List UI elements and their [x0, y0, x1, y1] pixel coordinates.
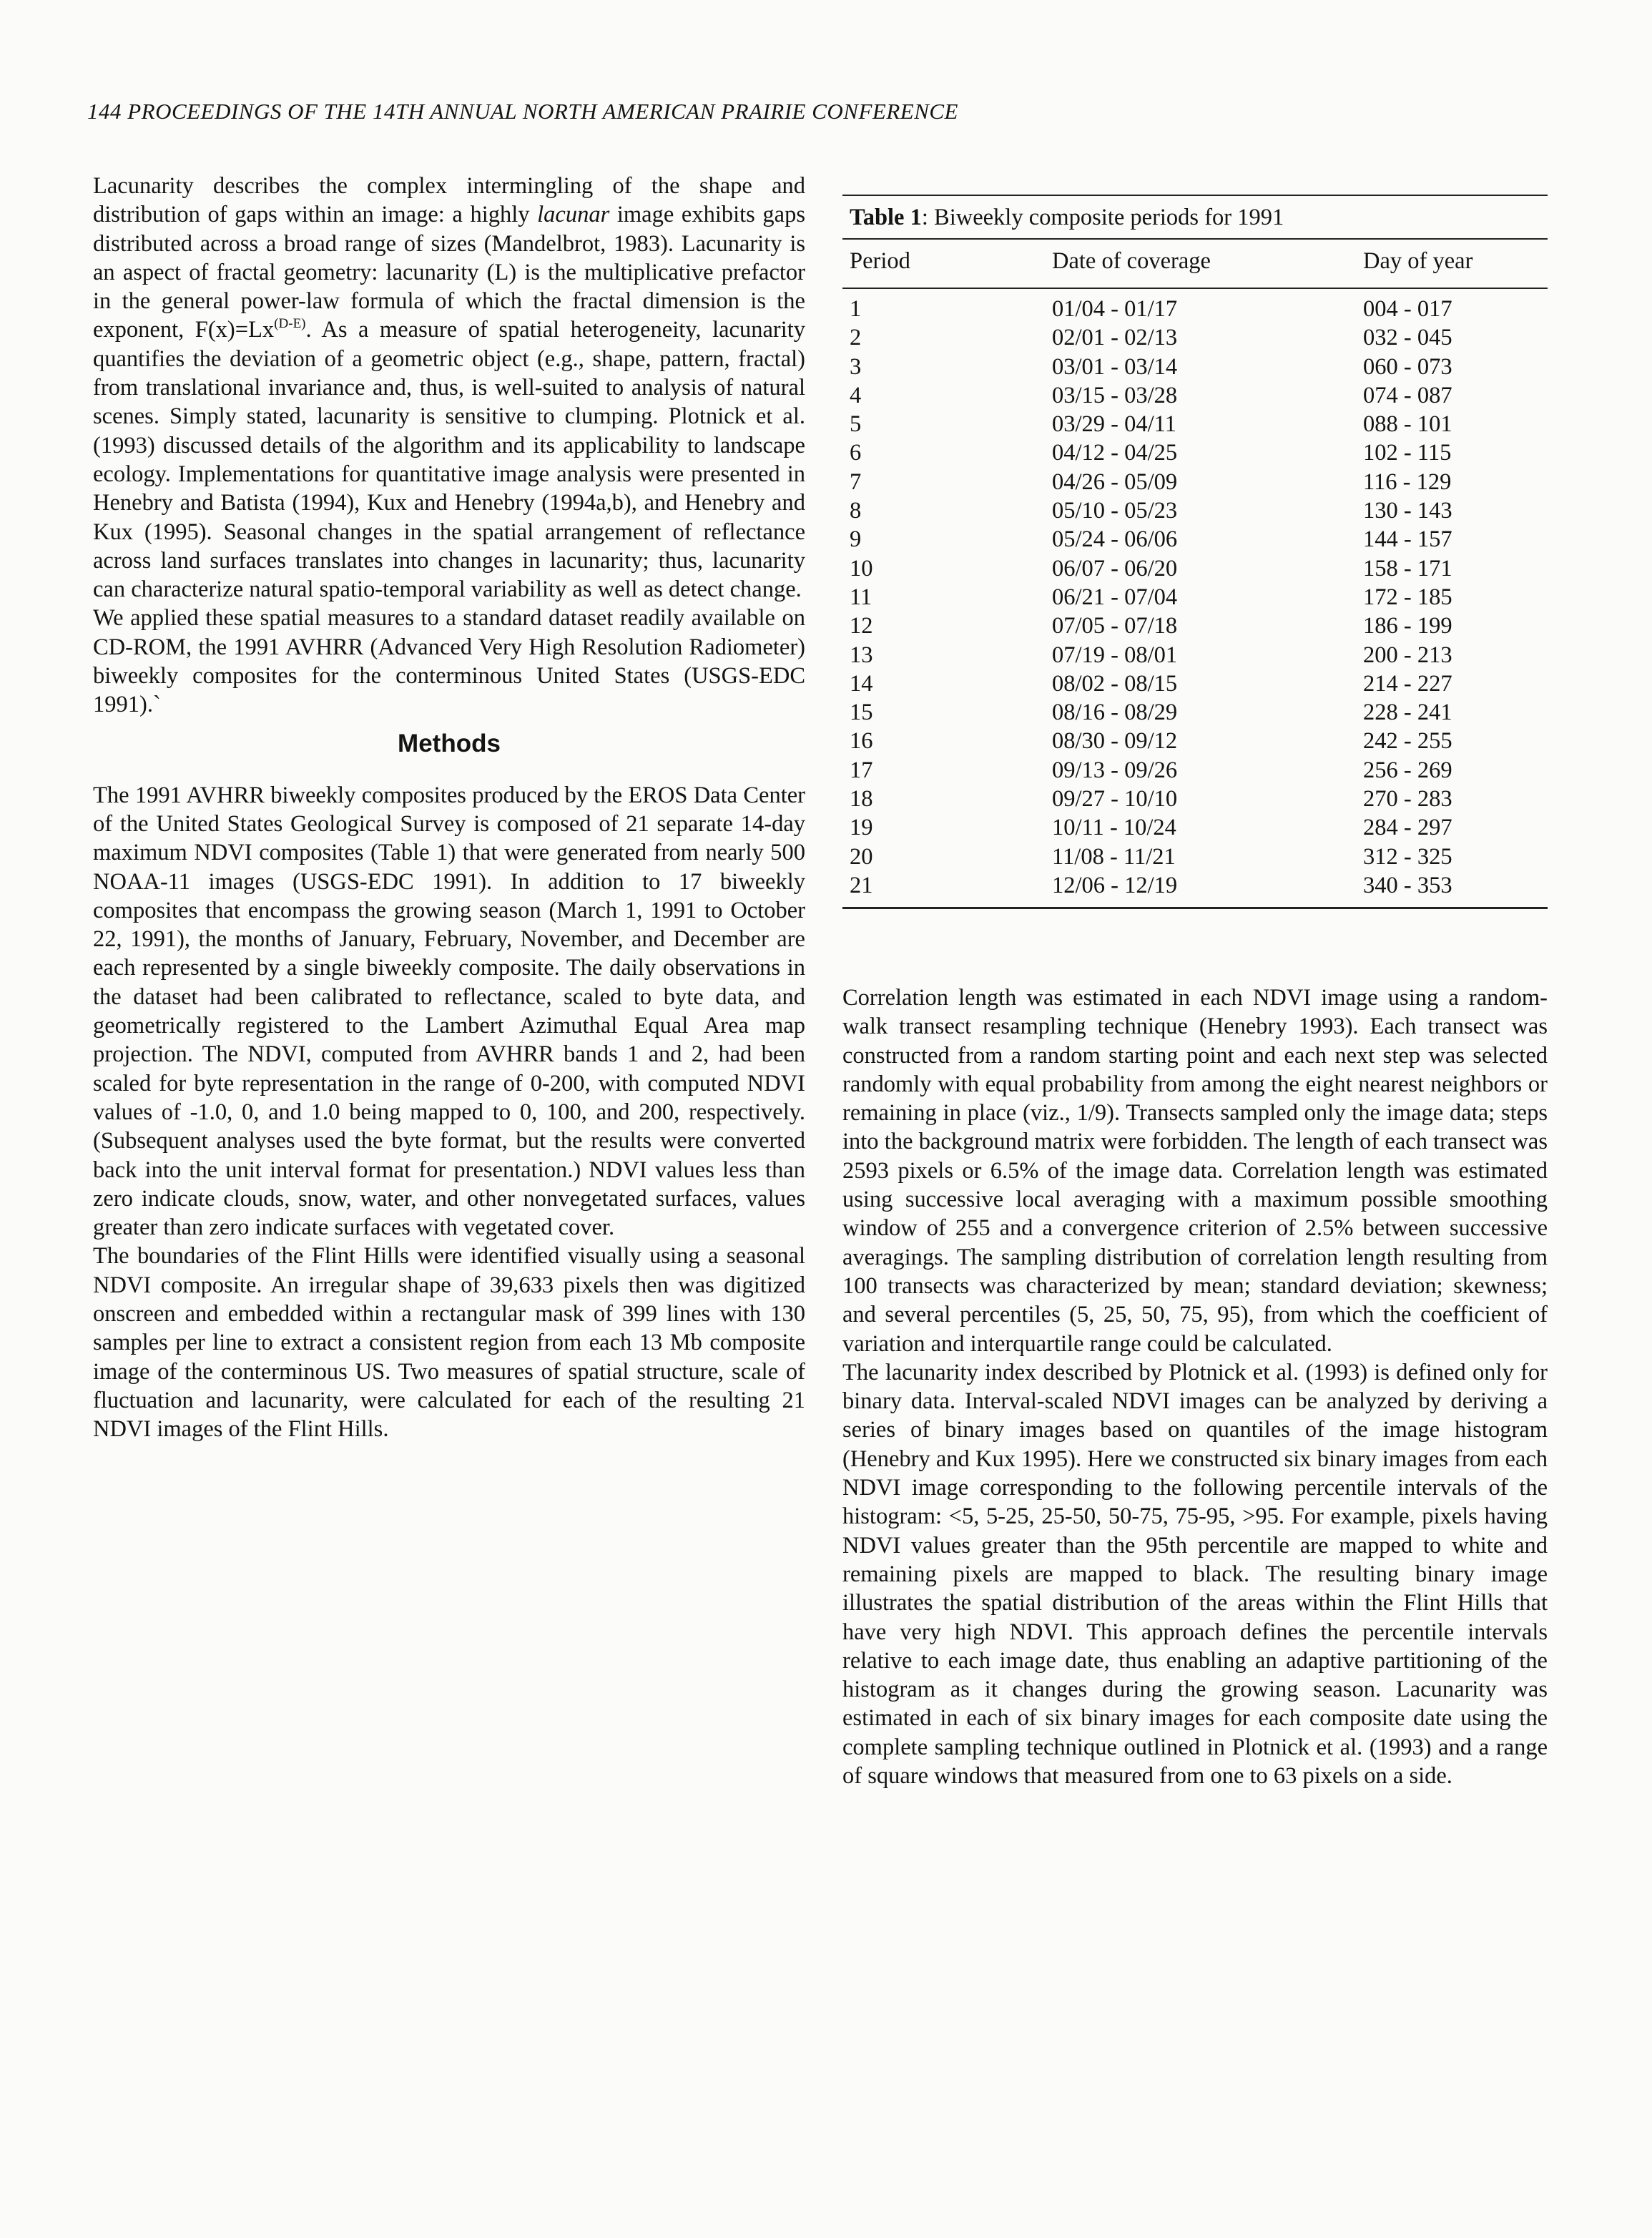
cell-date: 07/19 - 08/01 — [1052, 642, 1178, 668]
cell-date: 05/10 - 05/23 — [1052, 498, 1178, 524]
table-row — [850, 641, 1542, 669]
cell-date: 03/15 - 03/28 — [1052, 382, 1178, 408]
cell-date: 09/27 - 10/10 — [1052, 786, 1178, 813]
cell-day: 200 - 213 — [1363, 642, 1452, 668]
table-row — [850, 813, 1542, 842]
cell-day: 214 - 227 — [1363, 670, 1452, 697]
cell-period: 19 — [850, 815, 873, 841]
paragraph-lacunarity: Lacunarity describes the complex intermingling of the shape and distribution of gaps within an image: a highly lacunar image exhibits gaps distributed across a broad range of sizes (Mandelbrot, 1983). Lacunarity is an aspect of fractal geometry: lacunarity (L) is the multiplicative prefactor in the general power-law formula of which the fractal dimension is the exponent, $F(x)=Lx^{(D-E)}$. As a measure of spatial heterogeneity, lacunarity quantifies the deviation of a geometric object (e.g., shape, pattern, fractal) from translational invariance and, thus, is well-suited to analysis of natural scenes. Simply stated, lacunarity is sensitive to clumping. Plotnick et al. (1993) discussed details of the algorithm and its applicability to landscape ecology. Implementations for quantitative image analysis were presented in Henebry and Batista (1994), Kux and Henebry (1994a,b), and Henebry and Kux (1995). Seasonal changes in the spatial arrangement of reflectance across land surfaces translates into changes in lacunarity; thus, lacunarity can characterize natural spatio-temporal variability as well as detect change. — [93, 173, 806, 603]
cell-day: 102 - 115 — [1363, 440, 1452, 466]
cell-day: 144 - 157 — [1363, 526, 1452, 553]
table-row — [850, 295, 1542, 323]
cell-date: 05/24 - 06/06 — [1052, 526, 1178, 553]
cell-day: 284 - 297 — [1363, 815, 1452, 841]
paragraph-lacunarity-index: The lacunarity index described by Plotnick et al. (1993) is defined only for binary data. Interval-scaled NDVI images can be analyzed by deriving a series of binary images based on quantiles of the image histogram (Henebry and Kux 1995). Here we constructed six binary images from each NDVI image corresponding to the following percentile intervals of the histogram: <5, 5-25, 25-50, 50-75, 75-95, >95. For example, pixels having NDVI values greater than the 95th percentile are mapped to white and remaining pixels are mapped to black. The resulting binary image illustrates the spatial distribution of the areas within the Flint Hills that have very high NDVI. This approach defines the percentile intervals relative to each image date, thus enabling an adaptive partitioning of the histogram as it changes during the growing season. Lacunarity was estimated in each of six binary images for each composite date using the complete sampling technique outlined in Plotnick et al. (1993) and a range of square windows that measured from one to 63 pixels on a side. — [842, 1359, 1548, 1790]
cell-period: 20 — [850, 843, 873, 870]
left-column — [93, 172, 805, 1443]
cell-date: 01/04 - 01/17 — [1052, 296, 1178, 322]
cell-date: 08/02 - 08/15 — [1052, 670, 1178, 697]
cell-period: 9 — [850, 526, 862, 553]
right-column — [842, 983, 1548, 1790]
table-row — [850, 323, 1542, 352]
table-row — [850, 525, 1542, 554]
table-row — [850, 496, 1542, 525]
cell-day: 004 - 017 — [1363, 296, 1452, 322]
paragraph-correlation-length: Correlation length was estimated in each NDVI image using a random-walk transect resampling technique (Henebry 1993). Each transect was constructed from a random starting point and each next step was selected randomly with equal probability from among the eight nearest neighbors or remaining in place (viz., 1/9). Transects sampled only the image data; steps into the background matrix were forbidden. The length of each transect was 2593 pixels or 6.5% of the image data. Correlation length was estimated using successive local averaging with a maximum possible smoothing window of 255 and a convergence criterion of 2.5% between successive averagings. The sampling distribution of correlation length resulting from 100 transects was characterized by mean; standard deviation; skewness; and several percentiles (5, 25, 50, 75, 95), from which the coefficient of variation and interquartile range could be calculated. — [842, 985, 1548, 1357]
cell-period: 18 — [850, 786, 873, 813]
cell-period: 3 — [850, 353, 862, 380]
table-row — [850, 843, 1542, 871]
table-row — [850, 410, 1542, 438]
table-row — [850, 612, 1542, 640]
header-period: Period — [850, 248, 910, 274]
section-heading-methods: Methods — [398, 729, 501, 757]
paragraph-dataset: We applied these spatial measures to a standard dataset readily available on CD-ROM, the 1991 AVHRR (Advanced Very High Resolution Radiometer) biweekly composites for the conterminous United States (USGS-EDC 1991).` — [93, 605, 805, 718]
cell-period: 8 — [850, 498, 862, 524]
cell-period: 12 — [850, 613, 873, 639]
cell-day: 340 - 353 — [1363, 872, 1452, 898]
cell-date: 04/12 - 04/25 — [1052, 440, 1178, 466]
cell-day: 186 - 199 — [1363, 613, 1452, 639]
table-body — [842, 289, 1548, 903]
cell-date: 06/21 - 07/04 — [1052, 584, 1178, 610]
cell-period: 14 — [850, 670, 873, 697]
cell-period: 7 — [850, 468, 862, 495]
cell-date: 02/01 - 02/13 — [1052, 325, 1178, 351]
header-day: Day of year — [1363, 248, 1473, 274]
table-row — [850, 554, 1542, 583]
table-row — [850, 353, 1542, 381]
cell-date: 12/06 - 12/19 — [1052, 872, 1178, 898]
table-row — [850, 785, 1542, 813]
table-row — [850, 756, 1542, 785]
cell-date: 11/08 - 11/21 — [1052, 843, 1176, 870]
cell-period: 2 — [850, 325, 862, 351]
cell-day: 158 - 171 — [1363, 555, 1452, 581]
paragraph-flint-hills: The boundaries of the Flint Hills were identified visually using a seasonal NDVI composite. An irregular shape of 39,633 pixels then was digitized onscreen and embedded within a rectangular mask of 399 lines with 130 samples per line to extract a consistent region from each 13 Mb composite image of the conterminous US. Two measures of spatial structure, scale of fluctuation and lacunarity, were calculated for each of the resulting 21 NDVI images of the Flint Hills. — [93, 1243, 805, 1443]
cell-date: 03/01 - 03/14 — [1052, 353, 1178, 380]
cell-date: 09/13 - 09/26 — [1052, 757, 1178, 783]
table-row — [850, 438, 1542, 467]
table-row — [850, 381, 1542, 410]
cell-period: 15 — [850, 700, 873, 726]
cell-date: 08/30 - 09/12 — [1052, 728, 1178, 755]
cell-period: 13 — [850, 642, 873, 668]
cell-period: 5 — [850, 411, 862, 438]
cell-period: 16 — [850, 728, 873, 755]
cell-date: 07/05 - 07/18 — [1052, 613, 1178, 639]
table-1 — [842, 195, 1548, 909]
cell-date: 03/29 - 04/11 — [1052, 411, 1176, 438]
cell-day: 116 - 129 — [1363, 468, 1452, 495]
table-caption: Table 1: Biweekly composite periods for 1991 — [850, 205, 1284, 230]
cell-day: 270 - 283 — [1363, 786, 1452, 813]
cell-date: 04/26 - 05/09 — [1052, 468, 1178, 495]
cell-period: 17 — [850, 757, 873, 783]
cell-period: 21 — [850, 872, 873, 898]
cell-date: 08/16 - 08/29 — [1052, 700, 1178, 726]
cell-day: 256 - 269 — [1363, 757, 1452, 783]
table-row — [850, 669, 1542, 698]
cell-day: 228 - 241 — [1363, 700, 1452, 726]
paragraph-avhrr: The 1991 AVHRR biweekly composites produced by the EROS Data Center of the United States Geological Survey is composed of 21 separate 14-day maximum NDVI composites (Table 1) that were generated from nearly 500 NOAA-11 images (USGS-EDC 1991). In addition to 17 biweekly composites that encompass the growing season (March 1, 1991 to October 22, 1991), the months of January, February, November, and December are each represented by a single biweekly composite. The daily observations in the dataset had been calibrated to reflectance, scaled to byte data, and geometrically registered to the Lambert Azimuthal Equal Area map projection. The NDVI, computed from AVHRR bands 1 and 2, had been scaled for byte representation in the range of 0-200, with computed NDVI values of -1.0, 0, and 1.0 being mapped to 0, 100, and 200, respectively. (Subsequent analyses used the byte format, but the results were converted back into the unit interval format for presentation.) NDVI values less than zero indicate clouds, snow, water, and other nonvegetated surfaces, values greater than zero indicate surfaces with vegetated cover. — [93, 782, 805, 1241]
cell-day: 088 - 101 — [1363, 411, 1452, 438]
running-head: 144 PROCEEDINGS OF THE 14TH ANNUAL NORTH AMERICAN PRAIRIE CONFERENCE — [87, 99, 958, 124]
cell-period: 10 — [850, 555, 873, 581]
table-row — [850, 468, 1542, 496]
cell-period: 6 — [850, 440, 862, 466]
cell-period: 1 — [850, 296, 862, 322]
table-row — [850, 698, 1542, 727]
cell-date: 06/07 - 06/20 — [1052, 555, 1178, 581]
cell-day: 242 - 255 — [1363, 728, 1452, 755]
cell-period: 4 — [850, 382, 862, 408]
table-row — [850, 727, 1542, 755]
header-date: Date of coverage — [1052, 248, 1211, 274]
cell-day: 032 - 045 — [1363, 325, 1452, 351]
cell-period: 11 — [850, 584, 872, 610]
cell-day: 074 - 087 — [1363, 382, 1452, 408]
cell-date: 10/11 - 10/24 — [1052, 815, 1176, 841]
cell-day: 312 - 325 — [1363, 843, 1452, 870]
table-row — [850, 583, 1542, 612]
table-header-row — [842, 240, 1548, 288]
table-row — [850, 871, 1542, 900]
cell-day: 172 - 185 — [1363, 584, 1452, 610]
cell-day: 060 - 073 — [1363, 353, 1452, 380]
cell-day: 130 - 143 — [1363, 498, 1452, 524]
